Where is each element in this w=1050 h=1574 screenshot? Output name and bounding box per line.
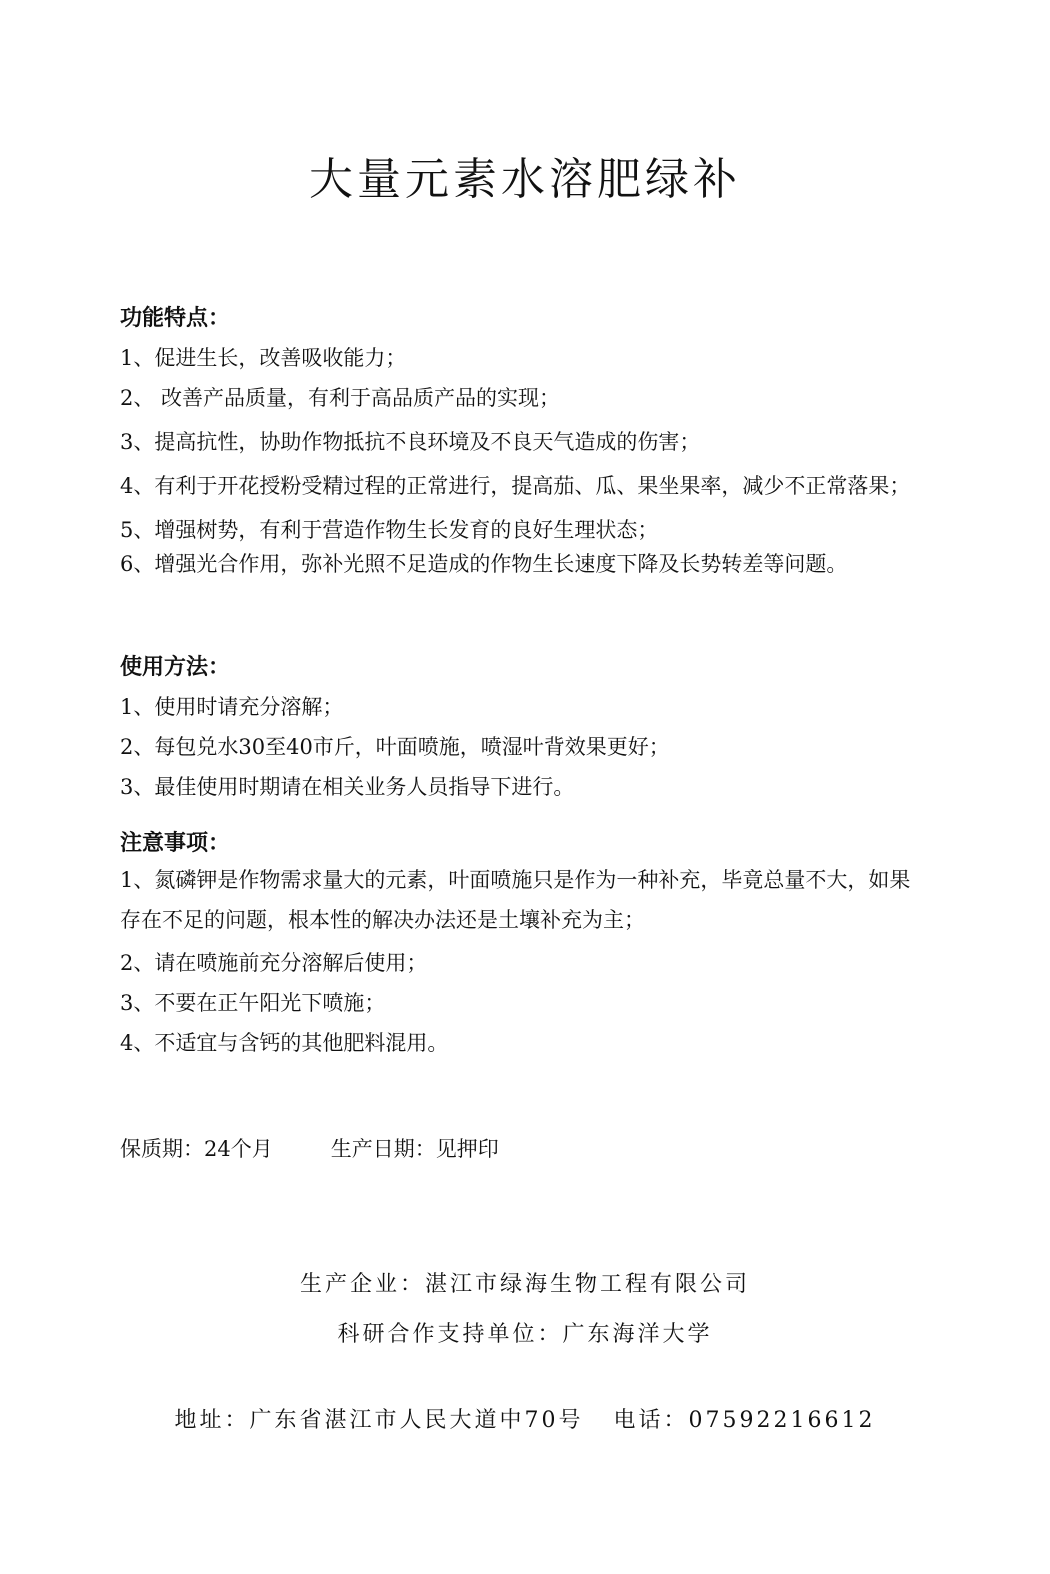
- usage-item: 1、使用时请充分溶解；: [120, 695, 344, 719]
- address: 地址：广东省湛江市人民大道中70号: [174, 1408, 584, 1433]
- document-title: 大量元素水溶肥绿补: [309, 154, 741, 205]
- features-item: 6、增强光合作用，弥补光照不足造成的作物生长速度下降及长势转差等问题。: [120, 552, 848, 576]
- features-item: 2、 改善产品质量，有利于高品质产品的实现；: [120, 386, 561, 410]
- features-item: 4、有利于开花授粉受精过程的正常进行，提高茄、瓜、果坐果率，减少不正常落果；: [120, 474, 911, 498]
- phone: 电话：07592216612: [613, 1408, 876, 1433]
- notes-item: 2、请在喷施前充分溶解后使用；: [120, 951, 428, 975]
- shelf-life: 保质期：24个月: [120, 1137, 273, 1161]
- research-partner: 科研合作支持单位：广东海洋大学: [337, 1322, 713, 1347]
- usage-item: 2、每包兑水30至40市斤，叶面喷施，喷湿叶背效果更好；: [120, 735, 670, 759]
- notes-item: 4、不适宜与含钙的其他肥料混用。: [120, 1031, 449, 1055]
- features-item: 1、促进生长，改善吸收能力；: [120, 346, 407, 370]
- features-item: 3、提高抗性，协助作物抵抗不良环境及不良天气造成的伤害；: [120, 430, 701, 454]
- usage-heading: 使用方法：: [120, 654, 231, 680]
- features-item: 5、增强树势，有利于营造作物生长发育的良好生理状态；: [120, 518, 659, 542]
- features-heading: 功能特点：: [120, 305, 231, 331]
- production-date: 生产日期：见押印: [330, 1137, 499, 1161]
- notes-item: 3、不要在正午阳光下喷施；: [120, 991, 386, 1015]
- notes-item: 1、氮磷钾是作物需求量大的元素，叶面喷施只是作为一种补充，毕竟总量不大，如果存在不足的问题，根本性的解决办法还是土壤补充为主；: [120, 868, 911, 932]
- manufacturer: 生产企业：湛江市绿海生物工程有限公司: [299, 1272, 750, 1297]
- notes-section: [120, 826, 930, 1060]
- features-section: [120, 301, 930, 581]
- usage-item: 3、最佳使用时期请在相关业务人员指导下进行。: [120, 775, 575, 799]
- usage-section: [120, 650, 930, 804]
- contact-info: [0, 1404, 1050, 1438]
- notes-heading: 注意事项：: [120, 830, 231, 856]
- shelf-info: [120, 1132, 499, 1166]
